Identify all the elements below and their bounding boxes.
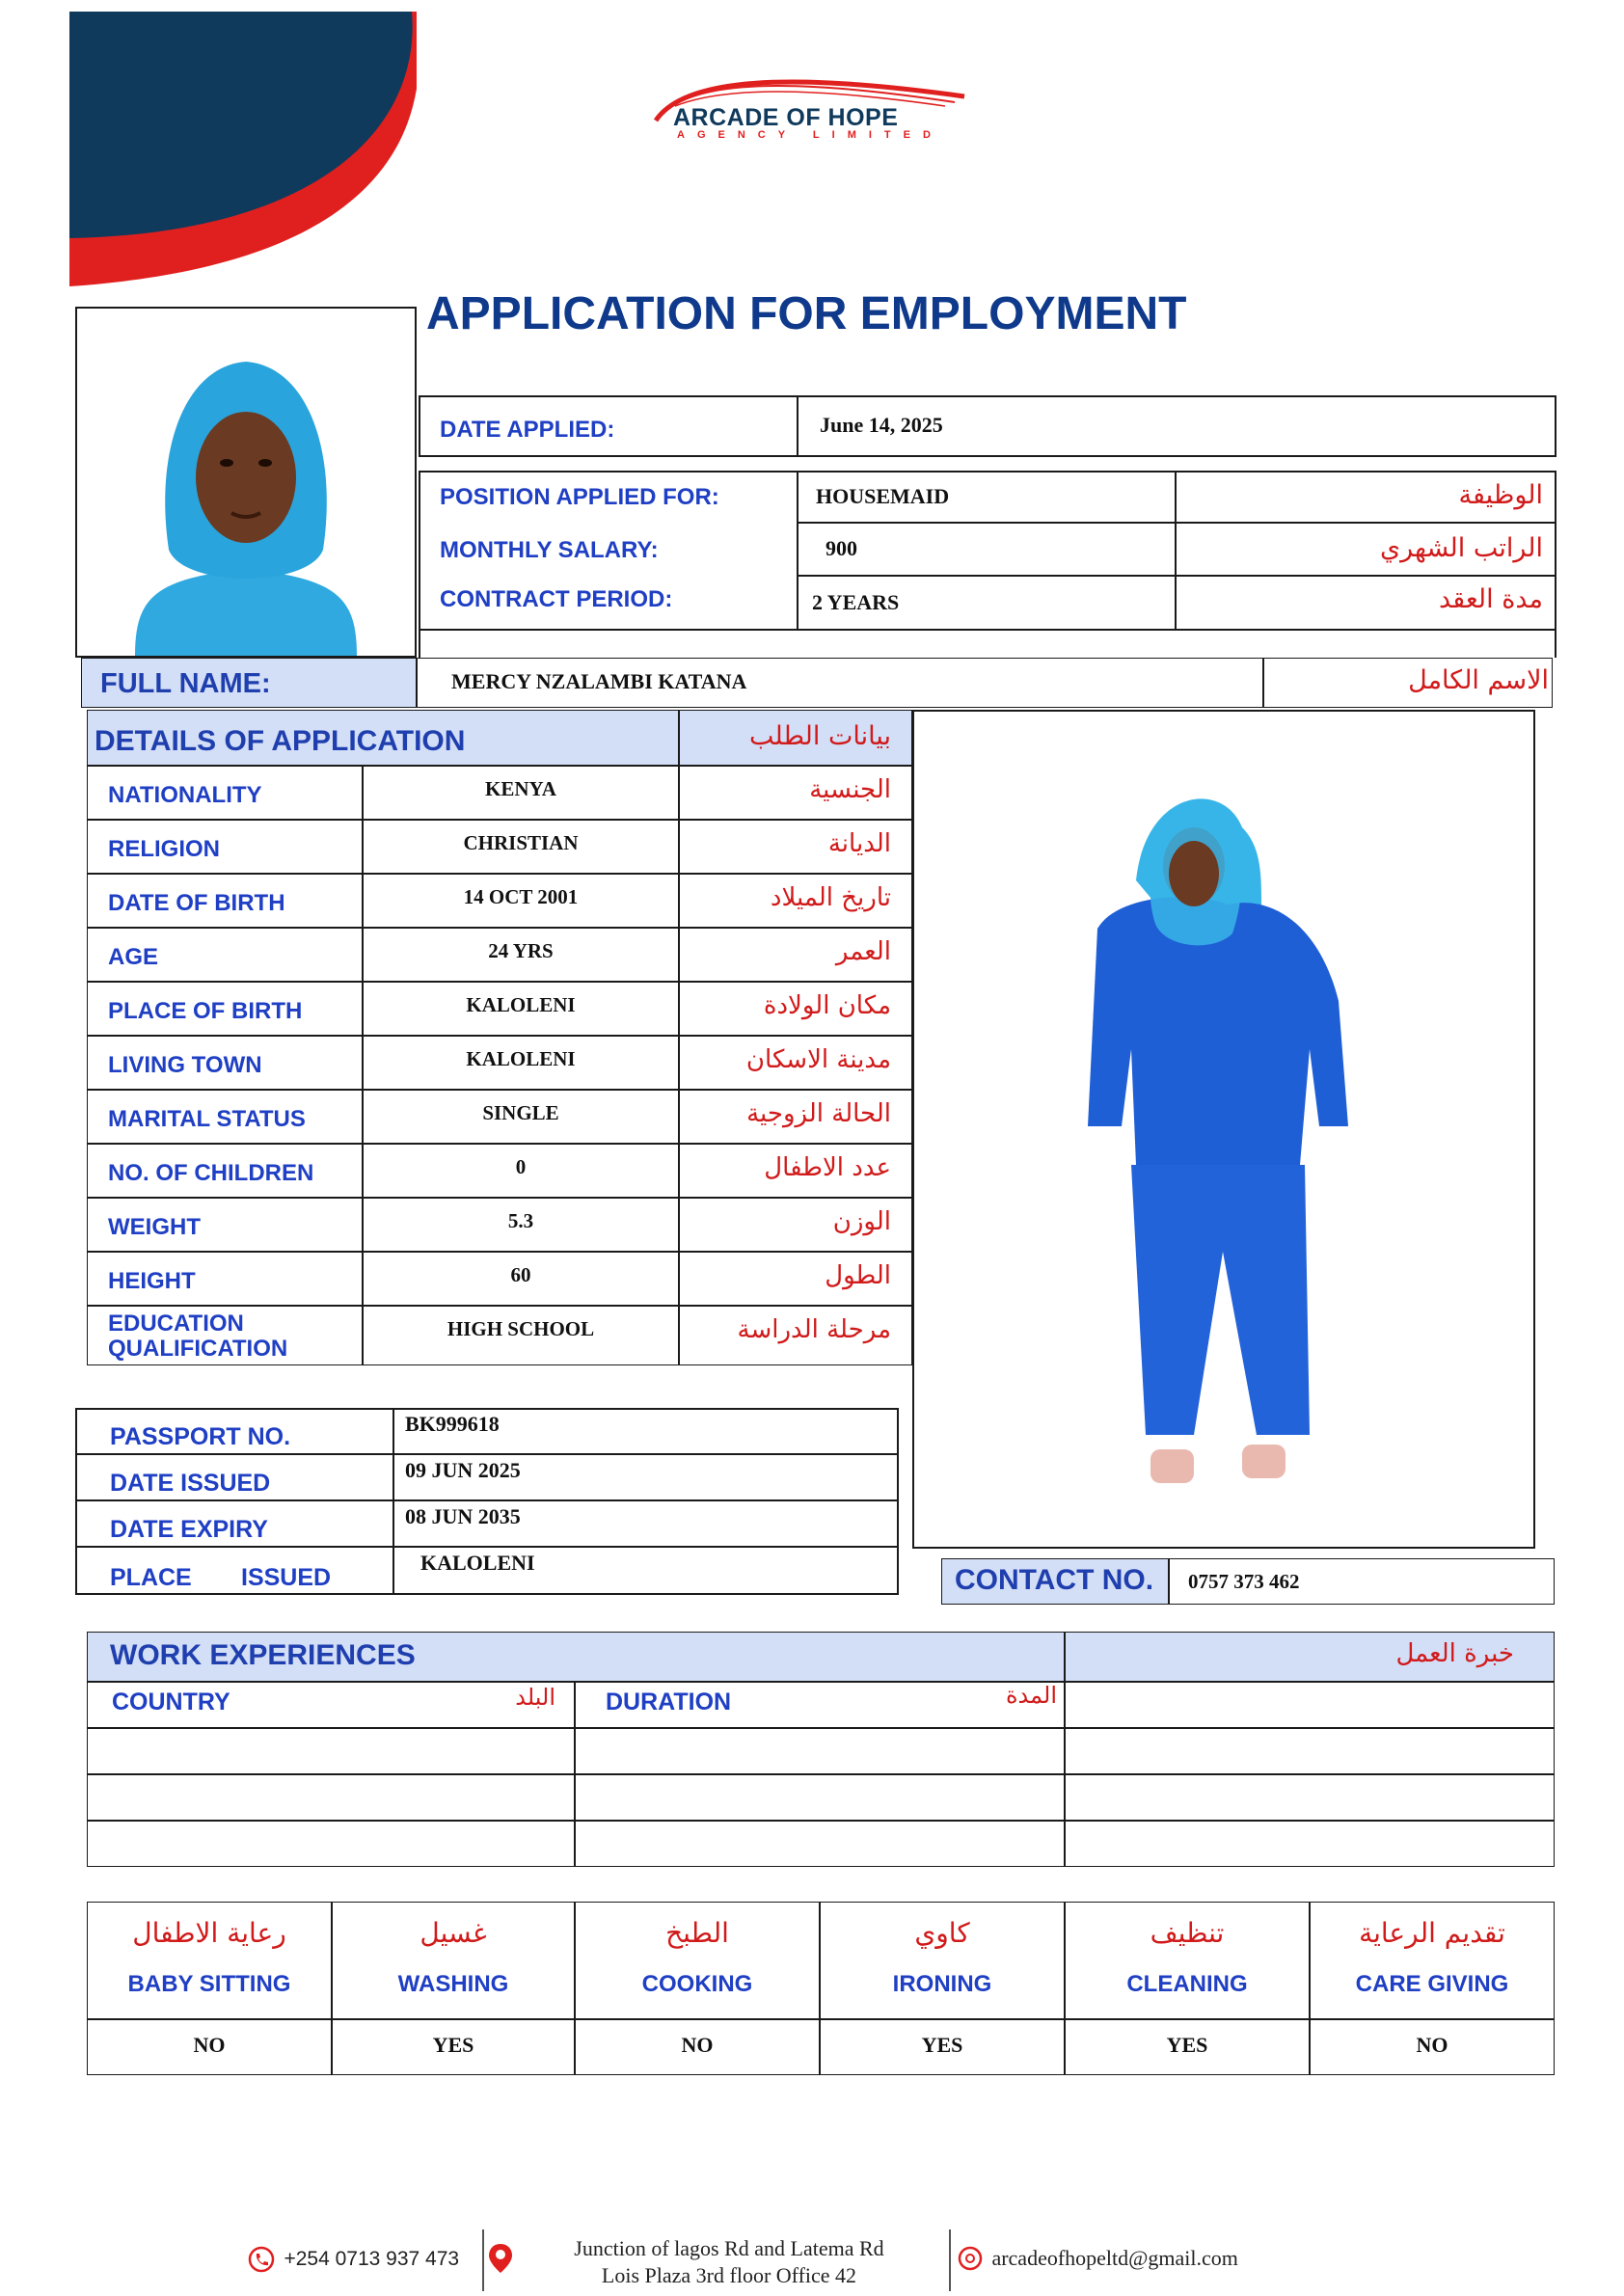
logo-sub: AGENCY LIMITED xyxy=(677,129,943,141)
logo-name: ARCADE OF HOPE xyxy=(673,104,899,131)
skill-ar: تقديم الرعاية xyxy=(1359,1917,1505,1949)
salary-label: MONTHLY SALARY: xyxy=(440,537,659,563)
detail-label: HEIGHT xyxy=(108,1268,196,1294)
full-name-value: MERCY NZALAMBI KATANA xyxy=(451,669,747,693)
full-body-image xyxy=(914,712,1533,1547)
detail-value: KENYA xyxy=(485,777,556,800)
work-blank-row-cell xyxy=(87,1774,575,1821)
passport-value: BK999618 xyxy=(405,1412,500,1436)
work-header-ar: خبرة العمل xyxy=(1395,1639,1514,1668)
footer-address xyxy=(536,2235,922,2289)
detail-value: KALOLENI xyxy=(466,993,576,1016)
date-applied-value: June 14, 2025 xyxy=(820,413,943,437)
company-logo xyxy=(646,68,974,145)
full-name-label: FULL NAME: xyxy=(100,668,271,699)
passport-label: DATE ISSUED xyxy=(110,1470,271,1497)
skill-label: CARE GIVING xyxy=(1355,1971,1509,1997)
passport-label: PASSPORT NO. xyxy=(110,1423,291,1450)
skill-label: CLEANING xyxy=(1126,1971,1248,1997)
location-icon xyxy=(487,2242,514,2275)
work-blank-row-cell xyxy=(575,1821,1065,1867)
detail-label: NATIONALITY xyxy=(108,782,262,808)
salary-value: 900 xyxy=(826,536,857,560)
corner-decoration xyxy=(69,12,417,286)
detail-label: PLACE OF BIRTH xyxy=(108,998,303,1024)
work-blank-row-cell xyxy=(575,1728,1065,1774)
skill-label: COOKING xyxy=(641,1971,753,1997)
detail-value: KALOLENI xyxy=(466,1047,576,1070)
footer-address-line2: Lois Plaza 3rd floor Office 42 xyxy=(601,2263,857,2287)
detail-value: 0 xyxy=(515,1155,527,1178)
contract-value: 2 YEARS xyxy=(812,590,900,614)
headshot-image xyxy=(77,309,415,656)
work-blank-row-cell xyxy=(87,1728,575,1774)
position-label: POSITION APPLIED FOR: xyxy=(440,484,719,510)
passport-value: 09 JUN 2025 xyxy=(405,1458,521,1482)
skill-value: YES xyxy=(921,2033,963,2057)
detail-label-2: QUALIFICATION xyxy=(108,1336,288,1362)
position-ar: الوظيفة xyxy=(1458,480,1543,510)
detail-label: MARITAL STATUS xyxy=(108,1106,306,1132)
detail-ar: مدينة الاسكان xyxy=(745,1045,891,1074)
detail-ar: العمر xyxy=(835,937,891,966)
skill-value: NO xyxy=(193,2033,226,2057)
work-blank-cell xyxy=(1065,1682,1555,1728)
contract-label: CONTRACT PERIOD: xyxy=(440,586,673,612)
footer-email xyxy=(957,2245,1238,2272)
detail-ar: الحالة الزوجية xyxy=(746,1099,891,1128)
full-body-photo xyxy=(912,710,1535,1549)
detail-label: LIVING TOWN xyxy=(108,1052,262,1078)
work-header: WORK EXPERIENCES xyxy=(110,1639,416,1671)
headshot-photo xyxy=(75,307,417,658)
footer-email-text: arcadeofhopeltd@gmail.com xyxy=(991,2246,1238,2270)
detail-value: 60 xyxy=(510,1263,531,1286)
work-blank-row-cell xyxy=(87,1821,575,1867)
detail-ar: تاريخ الميلاد xyxy=(770,883,891,912)
passport-label-2: ISSUED xyxy=(241,1564,332,1591)
detail-label: DATE OF BIRTH xyxy=(108,890,285,916)
detail-label: WEIGHT xyxy=(108,1214,201,1240)
contact-value: 0757 373 462 xyxy=(1188,1570,1300,1593)
passport-label: PLACE xyxy=(110,1564,192,1591)
footer-phone-text: +254 0713 937 473 xyxy=(284,2248,460,2270)
country-header-ar: البلد xyxy=(515,1684,555,1711)
skill-value: YES xyxy=(432,2033,474,2057)
detail-value: 14 OCT 2001 xyxy=(463,885,579,908)
detail-ar: الوزن xyxy=(832,1207,891,1236)
skill-value: YES xyxy=(1166,2033,1208,2057)
detail-ar: عدد الاطفال xyxy=(764,1153,891,1182)
details-header-ar: بيانات الطلب xyxy=(749,721,891,751)
detail-ar: مكان الولادة xyxy=(763,991,891,1020)
email-icon xyxy=(957,2245,984,2272)
date-applied-label: DATE APPLIED: xyxy=(440,417,615,443)
detail-ar: الطول xyxy=(825,1261,891,1290)
skill-ar: رعاية الاطفال xyxy=(132,1917,286,1949)
salary-ar: الراتب الشهري xyxy=(1379,533,1543,563)
passport-value: 08 JUN 2035 xyxy=(405,1504,521,1528)
detail-value: 24 YRS xyxy=(488,939,554,962)
country-header: COUNTRY xyxy=(112,1688,230,1715)
contract-ar: مدة العقد xyxy=(1439,584,1543,614)
passport-label: DATE EXPIRY xyxy=(110,1516,268,1543)
detail-value: CHRISTIAN xyxy=(463,831,579,854)
skill-ar: كاوي xyxy=(914,1917,970,1949)
detail-label: EDUCATION xyxy=(108,1310,244,1337)
full-name-ar: الاسم الكامل xyxy=(1408,665,1549,695)
duration-header: DURATION xyxy=(606,1688,732,1715)
detail-value: 5.3 xyxy=(507,1209,534,1232)
duration-header-ar: المدة xyxy=(1005,1682,1057,1709)
detail-ar: الجنسية xyxy=(809,775,891,804)
detail-ar: مرحلة الدراسة xyxy=(737,1315,891,1344)
phone-icon xyxy=(247,2245,276,2274)
work-blank-row-cell xyxy=(1065,1728,1555,1774)
detail-value: HIGH SCHOOL xyxy=(447,1317,595,1340)
skill-label: WASHING xyxy=(397,1971,509,1997)
skill-ar: غسيل xyxy=(420,1917,487,1949)
skill-label: IRONING xyxy=(892,1971,992,1997)
page-title: APPLICATION FOR EMPLOYMENT xyxy=(426,288,1187,339)
skill-value: NO xyxy=(681,2033,714,2057)
details-header: DETAILS OF APPLICATION xyxy=(95,725,466,757)
work-blank-row-cell xyxy=(1065,1774,1555,1821)
position-value: HOUSEMAID xyxy=(816,484,950,508)
contact-label: CONTACT NO. xyxy=(955,1564,1154,1596)
detail-ar: الديانة xyxy=(827,829,891,858)
detail-label: AGE xyxy=(108,944,159,970)
detail-label: NO. OF CHILDREN xyxy=(108,1160,314,1186)
passport-value: KALOLENI xyxy=(420,1551,535,1575)
skill-label: BABY SITTING xyxy=(127,1971,291,1997)
work-blank-row-cell xyxy=(575,1774,1065,1821)
footer-phone xyxy=(247,2245,459,2274)
skill-value: NO xyxy=(1416,2033,1448,2057)
detail-value: SINGLE xyxy=(482,1101,559,1124)
work-blank-row-cell xyxy=(1065,1821,1555,1867)
skill-ar: الطبخ xyxy=(665,1917,729,1949)
detail-label: RELIGION xyxy=(108,836,221,862)
skill-ar: تنظيف xyxy=(1150,1917,1225,1949)
footer-address-line1: Junction of lagos Rd and Latema Rd xyxy=(574,2236,884,2260)
